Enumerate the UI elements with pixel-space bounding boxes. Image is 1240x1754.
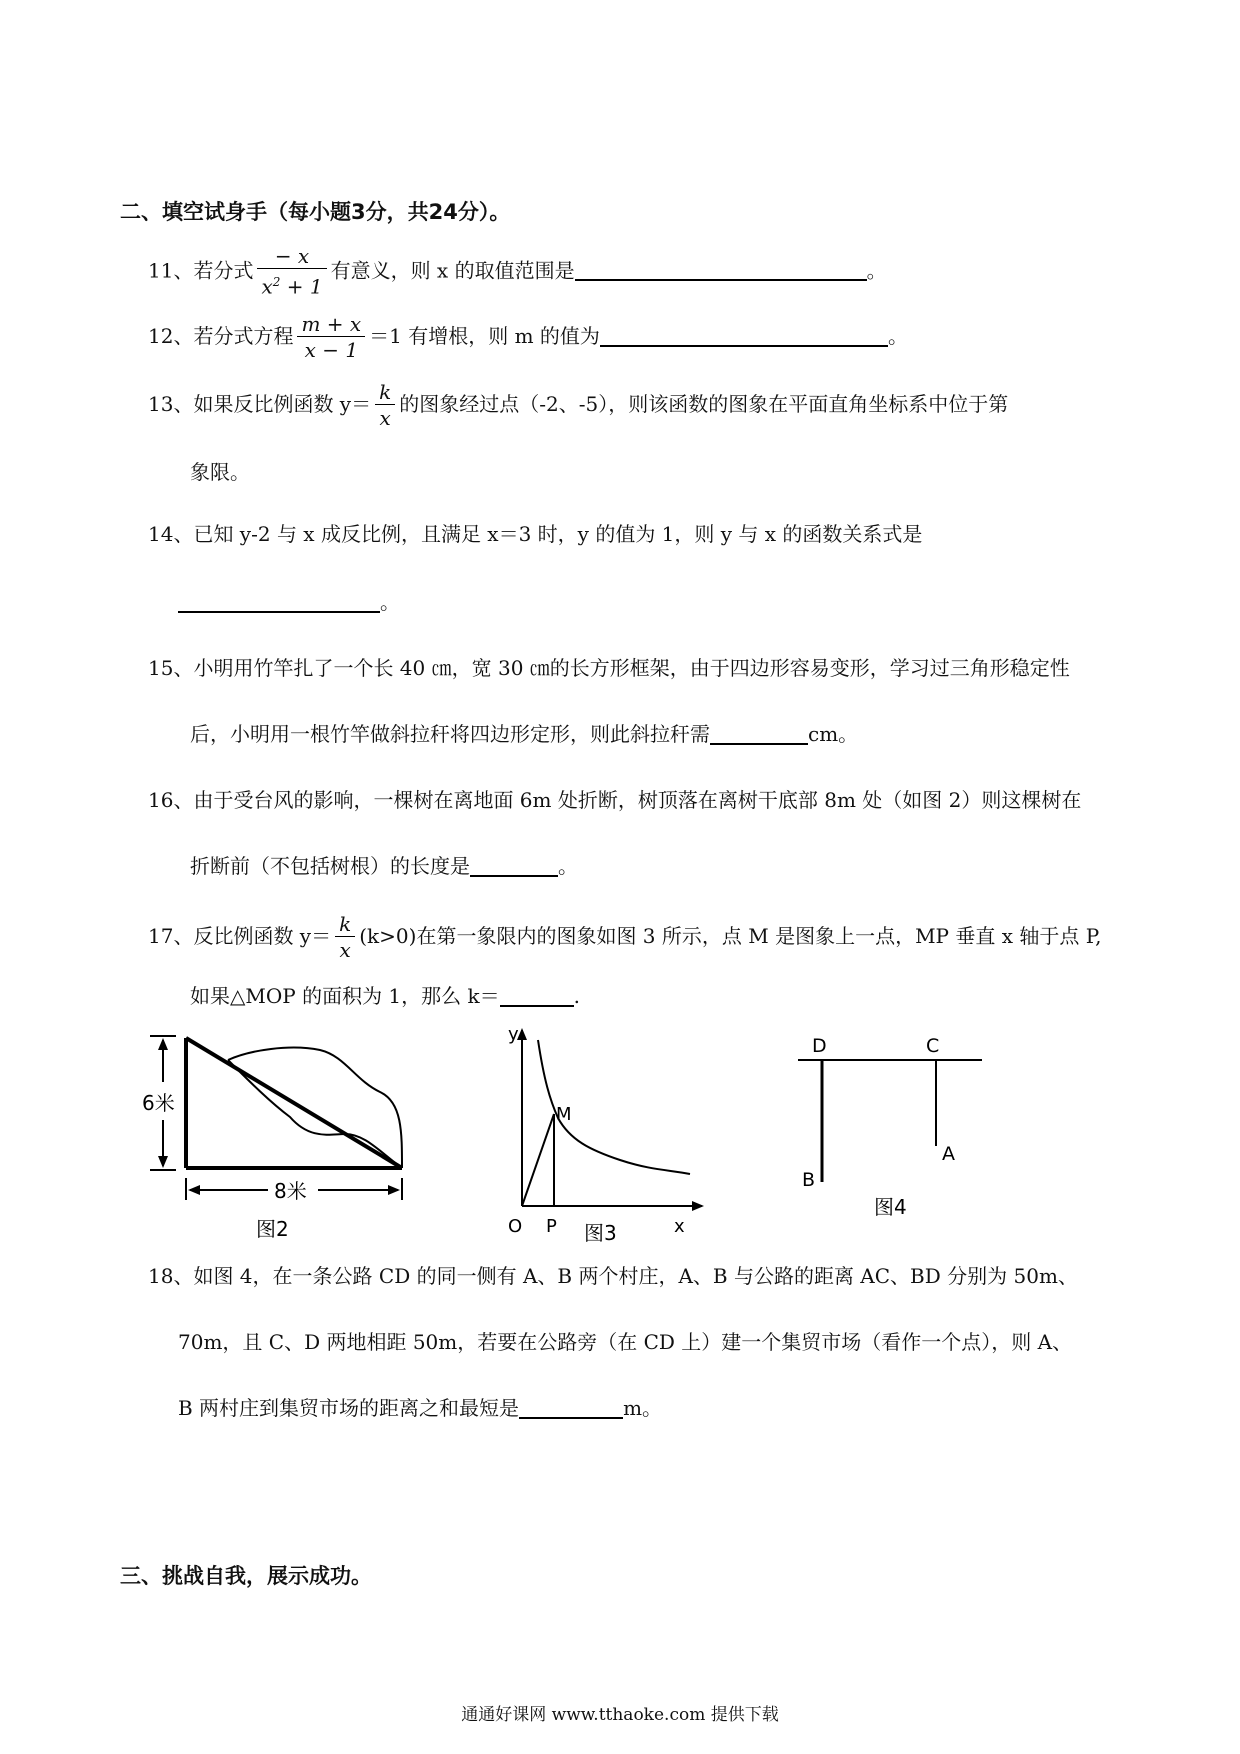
answer-blank[interactable] <box>519 1395 623 1419</box>
question-16 <box>148 786 1081 814</box>
question-text: 如果△MOP 的面积为 1，那么 k＝ <box>190 984 500 1008</box>
answer-blank[interactable] <box>710 721 808 745</box>
question-14 <box>148 520 922 548</box>
figure-2-broken-tree <box>140 1022 420 1242</box>
question-number: 17、 <box>148 924 194 948</box>
question-text: (k>0)在第一象限内的图象如图 3 所示，点 M 是图象上一点，MP 垂直 x 轴于点 P, <box>359 924 1102 948</box>
section-3-title: 三、挑战自我，展示成功。 <box>120 1564 372 1588</box>
den-exponent: 2 <box>272 275 281 289</box>
origin-label: O <box>508 1216 523 1237</box>
height-label: 6米 <box>142 1091 175 1115</box>
question-end: 。 <box>558 854 578 878</box>
question-13 <box>148 380 1008 431</box>
fraction <box>335 912 355 963</box>
den-base: x <box>261 274 273 299</box>
question-end: 。 <box>866 258 887 283</box>
point-d-label: D <box>812 1035 827 1057</box>
point-m-label: M <box>556 1104 572 1125</box>
answer-blank[interactable] <box>500 983 574 1007</box>
page-footer: 通通好课网 www.tthaoke.com 提供下载 <box>461 1705 779 1725</box>
question-15-line-2 <box>190 720 858 748</box>
fraction <box>257 244 326 300</box>
question-11 <box>148 244 887 300</box>
question-17 <box>148 912 1101 963</box>
question-end: . <box>573 984 580 1008</box>
question-number: 11、 <box>148 258 194 283</box>
question-text: B 两村庄到集贸市场的距离之和最短是 <box>178 1396 520 1420</box>
tree-crown-outline-upper <box>228 1048 402 1168</box>
question-18 <box>148 1262 1078 1290</box>
question-number: 13、 <box>148 392 194 416</box>
figure-3-inverse-function <box>490 1020 730 1246</box>
x-axis-arrow <box>692 1201 704 1211</box>
figure-caption: 图3 <box>584 1221 617 1245</box>
x-axis-label: x <box>674 1216 685 1237</box>
question-number: 12、 <box>148 324 194 348</box>
question-number: 18、 <box>148 1264 194 1288</box>
segment-om <box>522 1114 554 1206</box>
arrow-left <box>188 1185 200 1195</box>
question-end: cm。 <box>808 722 859 746</box>
width-label: 8米 <box>274 1179 307 1203</box>
question-17-line-2 <box>190 982 580 1010</box>
question-number: 16、 <box>148 788 194 812</box>
question-text: 已知 y-2 与 x 成反比例，且满足 x＝3 时，y 的值为 1，则 y 与 x 的函数关系式是 <box>193 522 923 546</box>
question-18-line-3 <box>178 1394 662 1422</box>
question-end: 。 <box>887 324 908 348</box>
fraction-numerator: − x <box>257 244 326 269</box>
den-rest: + 1 <box>280 274 323 299</box>
fraction-denominator: x − 1 <box>304 338 359 362</box>
question-16-line-2 <box>190 852 578 880</box>
point-a-label: A <box>942 1143 955 1165</box>
answer-blank[interactable] <box>575 257 867 281</box>
figure-caption: 图4 <box>874 1195 907 1219</box>
fraction-numerator: m + x <box>297 312 365 337</box>
question-text: 若分式 <box>193 258 254 283</box>
fraction-denominator <box>257 269 326 300</box>
point-p-label: P <box>546 1216 557 1237</box>
question-text: 的图象经过点（-2、-5），则该函数的图象在平面直角坐标系中位于第 <box>399 392 1009 416</box>
question-18-line-2: 70m，且 C、D 两地相距 50m，若要在公路旁（在 CD 上）建一个集贸市场（看作一个点），则 A、 <box>178 1330 1073 1354</box>
figure-4-road-villages <box>790 1030 1000 1226</box>
answer-blank[interactable] <box>470 853 558 877</box>
question-text: 若分式方程 <box>193 324 294 348</box>
question-text: 小明用竹竿扎了一个长 40 ㎝，宽 30 ㎝的长方形框架，由于四边形容易变形，学习过三角形稳定性 <box>193 656 1070 680</box>
arrow-up <box>158 1038 168 1050</box>
point-b-label: B <box>802 1169 816 1191</box>
question-end: m。 <box>623 1396 663 1420</box>
question-15 <box>148 654 1070 682</box>
question-text: ＝1 有增根，则 m 的值为 <box>369 324 600 348</box>
arrow-down <box>158 1156 168 1168</box>
figure-caption: 图2 <box>256 1217 289 1241</box>
question-14-line-2 <box>178 588 400 616</box>
question-text: 有意义，则 x 的取值范围是 <box>330 258 575 283</box>
fraction <box>375 380 395 431</box>
fraction-denominator: x <box>379 406 391 430</box>
y-axis-label: y <box>508 1024 519 1045</box>
question-end: 。 <box>380 590 400 614</box>
question-number: 15、 <box>148 656 194 680</box>
fraction-numerator: k <box>335 912 355 937</box>
question-12 <box>148 312 908 363</box>
question-text: 折断前（不包括树根）的长度是 <box>190 854 470 878</box>
answer-blank[interactable] <box>600 323 888 347</box>
section-2-title: 二、填空试身手（每小题3分，共24分）。 <box>120 200 511 224</box>
question-text: 由于受台风的影响，一棵树在离地面 6m 处折断，树顶落在离树干底部 8m 处（如图 2）则这棵树在 <box>193 788 1082 812</box>
fraction-denominator: x <box>339 938 351 962</box>
question-number: 14、 <box>148 522 194 546</box>
point-c-label: C <box>926 1035 940 1057</box>
answer-blank[interactable] <box>178 589 380 613</box>
question-13-line-2: 象限。 <box>190 460 250 484</box>
fallen-trunk <box>186 1038 402 1168</box>
question-text: 后，小明用一根竹竿做斜拉秆将四边形定形，则此斜拉秆需 <box>190 722 710 746</box>
question-text: 反比例函数 y＝ <box>193 924 332 948</box>
fraction-numerator: k <box>375 380 395 405</box>
fraction <box>297 312 365 363</box>
arrow-right <box>388 1185 400 1195</box>
question-text: 如果反比例函数 y＝ <box>193 392 372 416</box>
question-text: 如图 4，在一条公路 CD 的同一侧有 A、B 两个村庄，A、B 与公路的距离 AC、BD 分别为 50m、 <box>193 1264 1078 1288</box>
